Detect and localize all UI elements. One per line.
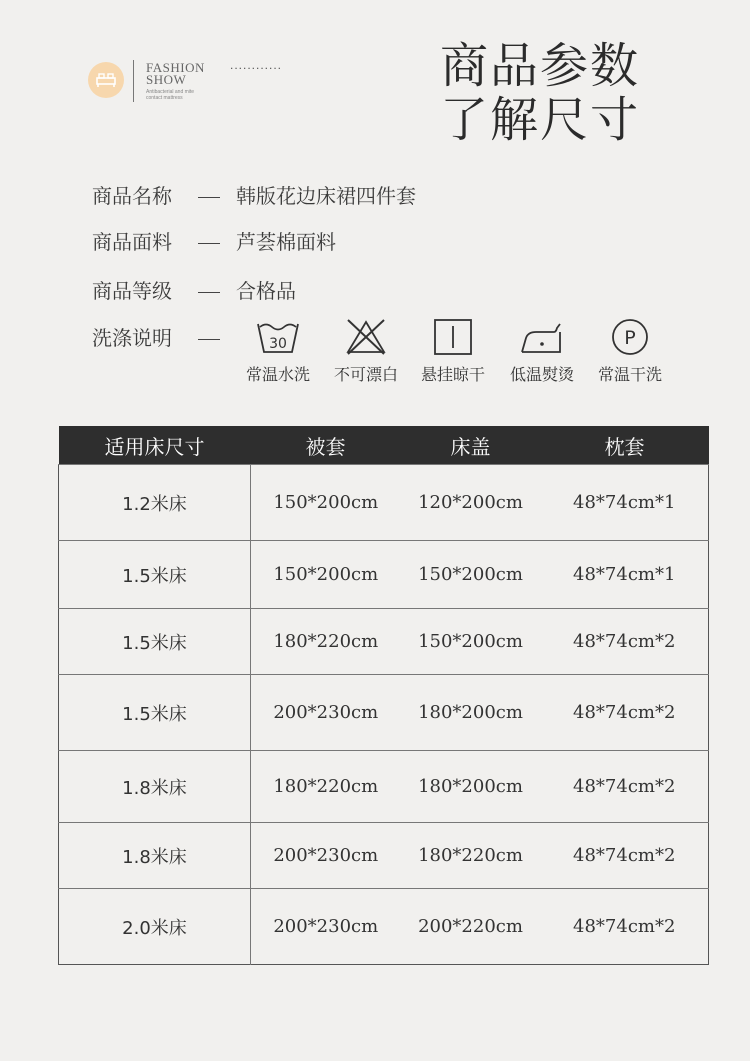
cell-bedspread: 180*220cm [401, 823, 541, 889]
dry-clean-letter: P [624, 327, 636, 349]
care-label: 悬挂晾干 [420, 365, 485, 384]
logo-tagline-line2: contact mattress [146, 95, 183, 101]
cell-bed-size: 2.0米床 [59, 889, 251, 965]
cell-bed-size: 1.2米床 [59, 465, 251, 541]
cell-bed-size: 1.8米床 [59, 751, 251, 823]
info-row-care [92, 322, 236, 351]
dash-divider [198, 292, 220, 293]
page-title-line1: 商品参数 [440, 38, 641, 94]
care-item-no-bleach [326, 318, 406, 385]
cell-duvet-cover: 200*230cm [251, 889, 401, 965]
logo-brand-line1: FASHION [146, 60, 205, 75]
page-title-line2: 了解尺寸 [440, 92, 641, 148]
wash-30-icon [256, 318, 300, 356]
no-bleach-icon [344, 318, 388, 356]
care-item-hang-dry [413, 318, 493, 385]
cell-pillowcase: 48*74cm*1 [541, 541, 709, 609]
cell-bedspread: 180*200cm [401, 751, 541, 823]
info-label: 洗涤说明 [92, 326, 172, 350]
cell-duvet-cover: 180*220cm [251, 609, 401, 675]
info-row-name [92, 180, 416, 209]
care-label: 低温熨烫 [509, 365, 574, 384]
header-bed-size: 适用床尺寸 [59, 426, 251, 465]
table-row [59, 889, 709, 965]
brand-logo [88, 58, 288, 106]
table-row [59, 675, 709, 751]
cell-bedspread: 120*200cm [401, 465, 541, 541]
info-value: 韩版花边床裙四件套 [236, 184, 416, 208]
care-item-dry-clean [590, 318, 670, 385]
info-label: 商品等级 [92, 279, 172, 303]
cell-bed-size: 1.8米床 [59, 823, 251, 889]
cell-pillowcase: 48*74cm*1 [541, 465, 709, 541]
table-row [59, 465, 709, 541]
table-row [59, 751, 709, 823]
cell-duvet-cover: 200*230cm [251, 823, 401, 889]
table-row [59, 823, 709, 889]
logo-dots: ............ [230, 58, 283, 72]
dash-divider [198, 197, 220, 198]
table-row [59, 609, 709, 675]
info-label: 商品名称 [92, 184, 172, 208]
cell-pillowcase: 48*74cm*2 [541, 609, 709, 675]
cell-bedspread: 200*220cm [401, 889, 541, 965]
cell-pillowcase: 48*74cm*2 [541, 751, 709, 823]
dash-divider [198, 339, 220, 340]
info-row-fabric [92, 226, 336, 255]
cell-bedspread: 150*200cm [401, 609, 541, 675]
care-label: 常温水洗 [245, 365, 310, 384]
care-item-wash [238, 318, 318, 385]
wash-temp-text: 30 [269, 336, 287, 352]
size-table [58, 426, 709, 965]
info-label: 商品面料 [92, 230, 172, 254]
header-pillowcase: 枕套 [541, 426, 709, 465]
cell-duvet-cover: 180*220cm [251, 751, 401, 823]
logo-divider [133, 60, 134, 102]
logo-brand-line2: SHOW [146, 72, 187, 87]
info-value: 芦荟棉面料 [236, 230, 336, 254]
table-row [59, 541, 709, 609]
cell-duvet-cover: 200*230cm [251, 675, 401, 751]
info-row-grade [92, 275, 296, 304]
cell-bed-size: 1.5米床 [59, 675, 251, 751]
cell-bed-size: 1.5米床 [59, 609, 251, 675]
header-bedspread: 床盖 [401, 426, 541, 465]
care-label: 常温干洗 [597, 365, 662, 384]
care-label: 不可漂白 [333, 365, 398, 384]
cell-pillowcase: 48*74cm*2 [541, 823, 709, 889]
bed-icon [88, 62, 124, 98]
cell-bedspread: 180*200cm [401, 675, 541, 751]
table-header-row [59, 426, 709, 465]
low-iron-icon [520, 318, 564, 356]
cell-pillowcase: 48*74cm*2 [541, 889, 709, 965]
header-duvet-cover: 被套 [251, 426, 401, 465]
hang-dry-icon [431, 318, 475, 356]
care-item-low-iron [502, 318, 582, 385]
logo-tagline-line1: Antibacterial and mite [146, 89, 195, 95]
dash-divider [198, 243, 220, 244]
dry-clean-p-icon [608, 318, 652, 356]
cell-duvet-cover: 150*200cm [251, 541, 401, 609]
info-value: 合格品 [236, 279, 296, 303]
cell-bedspread: 150*200cm [401, 541, 541, 609]
cell-duvet-cover: 150*200cm [251, 465, 401, 541]
cell-pillowcase: 48*74cm*2 [541, 675, 709, 751]
cell-bed-size: 1.5米床 [59, 541, 251, 609]
